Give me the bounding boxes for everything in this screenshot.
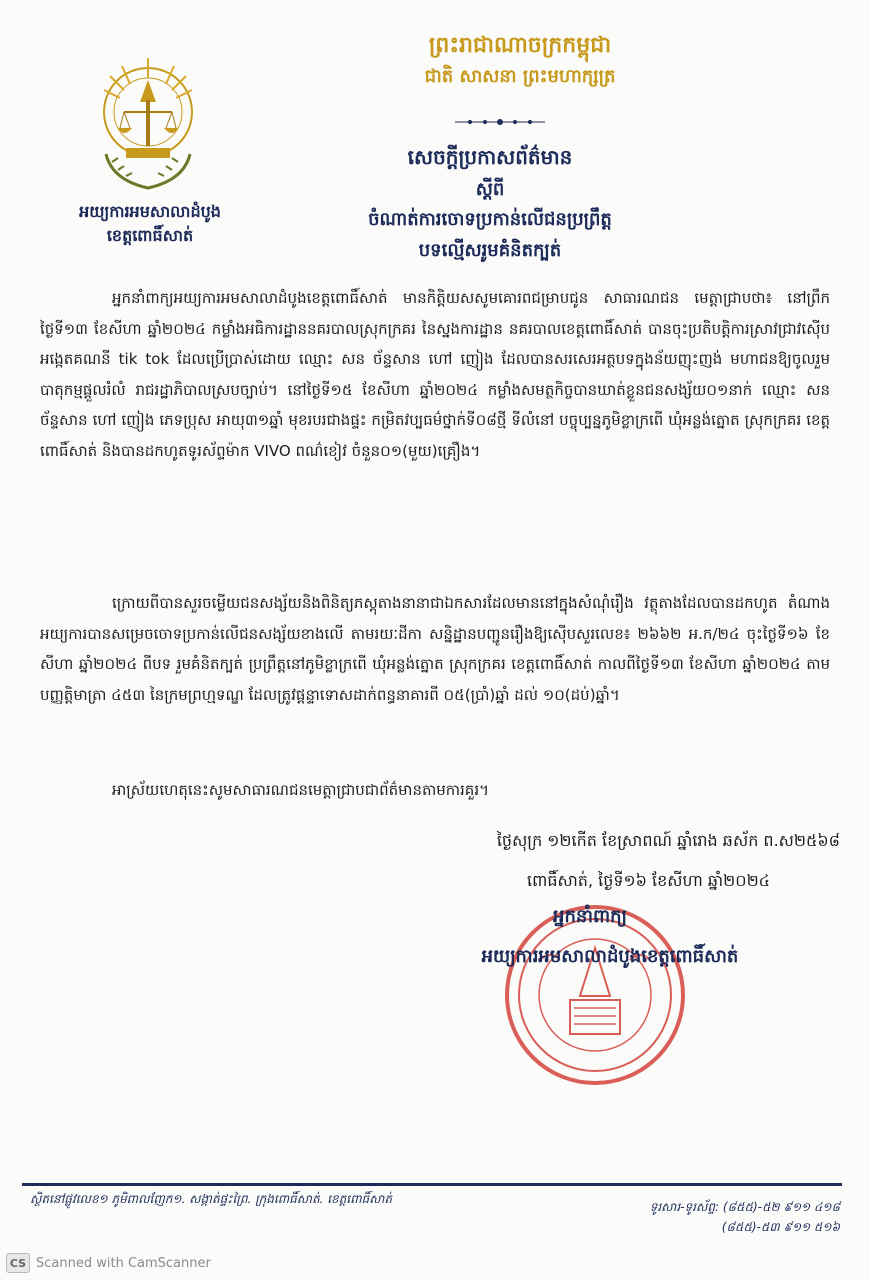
body-paragraph-2: ក្រោយពីបានសួរចម្លើយជនសង្ស័យនិងពិនិត្យភស្តុតាងនានាជាឯកសារដែលមាននៅក្នុងសំណុំរឿង វត្ថុតាងដែលបានដកហូត តំណាងអយ្យការបានសម្រេចចោទប្រកាន់លើជនសង្ស័យខាងលើ តាមរយៈដីកា សន្និដ្ឋានបញ្ជូនរឿងឱ្យស៊ើបសួរលេខ៖ ២៦៦២ អ.ក/២៤ ចុះថ្ងៃទី១៦ ខែសីហា ឆ្នាំ២០២៤ ពីបទ រួមគំនិតក្បត់ ប្រព្រឹត្តនៅភូមិខ្លាក្រពើ ឃុំអន្លង់ត្នោត ស្រុកក្រគរ ខេត្តពោធិ៍សាត់ កាលពីថ្ងៃទី១៣ ខែសីហា ឆ្នាំ២០២៤ តាម បញ្ញត្តិមាត្រា ៤៥៣ នៃក្រមព្រហ្មទណ្ឌ ដែលត្រូវផ្ដន្ទាទោសដាក់ពន្ធនាគារពី ០៥(ប្រាំ)ឆ្នាំ ដល់ ១០(ដប់)ឆ្នាំ។ — [40, 594, 830, 704]
scanner-watermark — [0, 1250, 211, 1276]
kingdom-title: ព្រះរាជាណាចក្រកម្ពុជា — [428, 33, 612, 58]
footer-address: ស្ថិតនៅផ្លូវលេខ១ ភូមិពាលញែក១. សង្កាត់ផ្ទះព្រៃ. ក្រុងពោធិ៍សាត់. ខេត្តពោធិ៍សាត់ — [30, 1192, 392, 1206]
footer-phone-1: ទូរសារ-ទូរស័ព្ទ: (៨៥៥)-៥២ ៩១១ ៤១៨ — [649, 1200, 840, 1214]
agency-line-2: ខេត្តពោធិ៍សាត់ — [106, 226, 194, 245]
justice-emblem-icon — [92, 50, 204, 200]
footer-divider — [22, 1183, 842, 1186]
document-type: សេចក្ដីប្រកាសព័ត៌មាន — [407, 145, 573, 169]
agency-line-1: អយ្យការអមសាលាដំបូង — [79, 202, 221, 221]
footer-phone-2: (៨៥៥)-៥៣ ៩១១ ៥១៦ — [721, 1220, 840, 1234]
solar-date: ពោធិ៍សាត់, ថ្ងៃទី១៦ ខែសីហា ឆ្នាំ២០២៤ — [527, 871, 770, 890]
scanner-text: Scanned with CamScanner — [36, 1255, 211, 1271]
body-paragraph-1: អ្នកនាំពាក្យអយ្យការអមសាលាដំបូងខេត្តពោធិ៍សាត់ មានកិត្តិយសសូមគោរពជម្រាបជូន សាធារណជន មេត្តាជ្រាបថា៖ នៅព្រឹកថ្ងៃទី១៣ ខែសីហា ឆ្នាំ២០២៤ កម្លាំងអធិការដ្ឋាននគរបាលស្រុកក្រគរ នៃស្នងការដ្ឋាន នគរបាលខេត្តពោធិ៍សាត់ បានចុះប្រតិបត្តិការស្រាវជ្រាវស៊ើបអង្កេតគណនី tik tok ដែលប្រើប្រាស់ដោយ ឈ្មោះ សន ច័ន្ទសាន ហៅ ញៀង ដែលបានសរសេរអត្ថបទក្នុងន័យញុះញង់ មហាជនឱ្យចូលរួមបាតុកម្មផ្ដួលរំលំ រាជរដ្ឋាភិបាលស្របច្បាប់។ នៅថ្ងៃទី១៥ ខែសីហា ឆ្នាំ២០២៤ កម្លាំងសមត្ថកិច្ចបានឃាត់ខ្លួនជនសង្ស័យ០១នាក់ ឈ្មោះ សន ច័ន្ទសាន ហៅ ញៀង ភេទប្រុស អាយុ៣១ឆ្នាំ មុខរបរជាងផ្ទះ កម្រិតវប្បធម៌ថ្នាក់ទី០៨ថ្មី ទីលំនៅ បច្ចុប្បន្នភូមិខ្លាក្រពើ ឃុំអន្លង់ត្នោត ស្រុកក្រគរ ខេត្តពោធិ៍សាត់ និងបានដកហូតទូរស័ព្ទម៉ាក VIVO ពណ៌ខៀវ ចំនួន០១(មួយ)គ្រឿង។ — [40, 289, 830, 460]
body-paragraph-3: អាស្រ័យហេតុនេះសូមសាធារណជនមេត្តាជ្រាបជាព័ត៌មានតាមការគួរ។ — [112, 781, 489, 799]
divider-ornament-icon — [455, 116, 545, 128]
camscanner-logo-icon: CS — [6, 1253, 30, 1273]
lunar-date: ថ្ងៃសុក្រ ១២កើត ខែស្រាពណ៍ ឆ្នាំរោង ឆស័ក ព.ស២៥៦៨ — [496, 831, 840, 850]
document-subject-line-1: ចំណាត់ការចោទប្រកាន់លើជនប្រព្រឹត្ត — [368, 209, 612, 230]
document-subject-line-2: បទល្មើសរូមគំនិតក្បត់ — [418, 240, 562, 261]
document-about: ស្ដីពី — [475, 179, 505, 200]
national-motto: ជាតិ សាសនា ព្រះមហាក្សត្រ — [424, 66, 616, 87]
signatory-organization: អយ្យការអមសាលាដំបូងខេត្តពោធិ៍សាត់ — [481, 946, 739, 967]
signatory-title: អ្នកនាំពាក្យ — [553, 906, 627, 927]
